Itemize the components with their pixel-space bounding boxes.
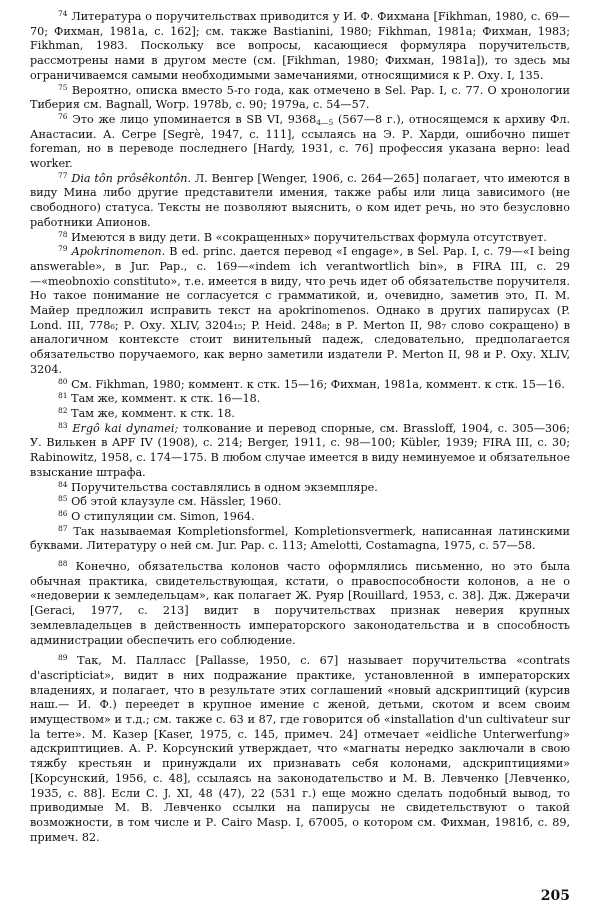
footnote-number: 78 (58, 229, 68, 239)
footnote-number: 87 (58, 523, 68, 533)
footnote-text: Так называемая Kompletionsformel, Kompletionsvermerk, написанная латинскими буквами. Литературу о ней см. Jur. Pap. с. 113; Amelotti, Costamagna, 1975, с. 57—58. (30, 524, 571, 553)
footnote-text: Имеются в виду дети. В «сокращенных» поручительствах формула отсутствует. (71, 230, 547, 244)
footnote-81 (30, 392, 570, 407)
footnote-79 (30, 245, 570, 377)
footnote-82 (30, 407, 570, 422)
footnote-text: Вероятно, описка вместо 5-го года, как отмечено в Sel. Pap. I, с. 77. О хронологии Тиберия см. Bagnall, Worp. 1978b, с. 90; 1979а, с. 54—57. (30, 83, 570, 112)
footnote-number: 83 (58, 420, 68, 430)
footnote-subscript: 4—5 (316, 117, 334, 127)
footnote-87 (30, 525, 570, 554)
footnote-number: 89 (58, 653, 68, 663)
footnote-74 (30, 10, 570, 84)
footnote-text: Об этой клаузуле см. Hässler, 1960. (71, 495, 282, 509)
footnote-text: Литература о поручительствах приводится у И. Ф. Фихмана [Fikhman, 1980, с. 69—70; Фихман, 1981а, с. 162]; см. также Bastianini, 1980; Fikhman, 1981a; Фихман, 1983; Fikhman, 1983. Поскольку все вопросы, касающиеся формуляра поручительств, рассмотрены нами в другом месте (см. [Fikhman, 1980; Фихман, 1981а]), то здесь мы ограничиваемся самыми необходимыми замечаниями, относящимися к Р. Оху. I, 135. (30, 10, 570, 82)
footnote-number: 81 (58, 391, 68, 401)
footnote-84 (30, 481, 570, 496)
footnote-number: 86 (58, 508, 68, 518)
footnote-text-pre: Это же лицо упоминается в SB VI, 9368 (72, 112, 317, 126)
footnote-text: толкование и перевод спорные, см. Brassloff, 1904, с. 305—306; У. Вилькен в APF IV (1908), с. 214; Berger, 1911, с. 98—100; Kübler, 1939; FIRA III, с. 30; Rabinowitz, 1958, с. 174—175. В любом случае имеется в виду неминуемое и обязательное взыскание штрафа. (30, 421, 571, 479)
footnote-76 (30, 113, 570, 172)
footnote-term: Ergô kai dynamei; (72, 421, 179, 435)
footnote-83 (30, 422, 570, 481)
footnote-number: 80 (58, 376, 68, 386)
footnote-term: Apokrinomenon. (71, 245, 166, 259)
footnotes-block (30, 10, 570, 845)
footnote-text: Конечно, обязательства колонов часто оформлялись письменно, но это была обычная практика, свидетельствующая, кстати, о правоспособности колонов, а не о «недоверии к земледельцам», как полагает Ж. Руяр [Rouillard, 1953, с. 38]. Дж. Джерачи [Geraci, 1977, с. 213] видит в поручительствах признак неверия крупных землевладельцев в действенность императорского законодательства и в способность администрации обеспечить его соблюдение. (30, 560, 571, 647)
footnote-86 (30, 510, 570, 525)
footnote-text: Так, М. Палласс [Pallasse, 1950, с. 67] называет поручительства «contrats d'ascripticiat», видит в них подражание практике, установленной в императорских владениях, и полагает, что в результате этих соглашений «новый адскриптиций (курсив наш.— И. Ф.) переедет в крупное имение с женой, детьми, скотом и всем своим имуществом» и т.д.; см. также с. 63 и 87, где говорится об «installation d'un cultivateur sur la terre». М. Казер [Kaser, 1975, с. 145, примеч. 24] отмечает «eidliche Unterwerfung» адскриптициев. А. Р. Корсунский утверждает, что «магнаты нередко заключали в свою тяжбу крестьян и принуждали их признавать себя колонами, адскриптициями» [Корсунский, 1956, с. 48], ссылаясь на законодательство и М. В. Левченко [Левченко, 1935, с. 88]. Если С. J. XI, 48 (47), 22 (531 г.) еще можно сделать подобный вывод, то приводимые М. В. Левченко ссылки на папирусы не свидетельствуют о такой возможности, в том числе и Р. Cairo Masp. I, 67005, о котором см. Фихман, 1981б, с. 89, примеч. 82. (30, 654, 571, 844)
footnote-text: О стипуляции см. Simon, 1964. (71, 509, 255, 523)
footnote-number: 77 (58, 170, 68, 180)
footnote-number: 88 (58, 559, 68, 569)
footnote-number: 82 (58, 405, 68, 415)
footnote-88 (30, 560, 570, 648)
footnote-78 (30, 231, 570, 246)
footnote-number: 76 (58, 111, 68, 121)
footnote-text: Поручительства составлялись в одном экземпляре. (71, 480, 378, 494)
footnote-number: 75 (58, 82, 68, 92)
page-number: 205 (540, 888, 570, 904)
footnote-number: 79 (58, 244, 68, 254)
footnote-text: Л. Венгер [Wenger, 1906, с. 264—265] полагает, что имеются в виду Мина либо другие представители имения, также рабы или лица зависимого (не свободного) статуса. Тексты не позволяют выяснить, о ком идет речь, но это безусловно работники Апионов. (30, 171, 570, 229)
footnote-85 (30, 495, 570, 510)
footnote-75 (30, 84, 570, 113)
footnote-89 (30, 654, 570, 845)
footnote-number: 74 (58, 9, 68, 18)
footnote-term: Dia tôn prôsêkontôn. (71, 171, 192, 185)
footnote-text: Там же, коммент. к стк. 18. (71, 406, 235, 420)
footnote-80 (30, 378, 570, 393)
footnote-number: 85 (58, 494, 68, 504)
footnote-number: 84 (58, 479, 68, 489)
footnote-text: (567—8 г.), относящемся к архиву Фл. Анастасии. А. Сегре [Segrè, 1947, с. 111], ссылаясь на Э. Р. Харди, ошибочно пишет foreman, но в переводе последнего [Hardy, 1931, с. 76] профессия указана верно: lead worker. (30, 112, 571, 171)
footnote-text: В ed. princ. дается перевод «I engage», в Sel. Pap. I, с. 79—«I being answerable», в Jur. Pap., с. 169—«indem ich verantwortlich bin», в FIRA III, с. 29—«meobnoxio constituto», т.е. имеется в виду, что речь идет об обязательстве поручителя. Но такое понимание не согласуется с грамматикой, и, очевидно, заметив это, П. М. Майер предложил исправить текст на apokrinomenos. Однако в других папирусах (P. Lond. III, 778₆; Р. Оху. XLIV, 3204₁₅; P. Heid. 248₈; в Р. Merton II, 98₇ слово сокращено) в аналогичном контексте стоит винительный падеж, следовательно, предполагается обязательство поручаемого, как верно заметили издатели Р. Merton II, 98 и Р. Оху. XLIV, 3204. (30, 245, 570, 376)
footnote-text: См. Fikhman, 1980; коммент. к стк. 15—16; Фихман, 1981а, коммент. к стк. 15—16. (71, 377, 565, 391)
footnote-77 (30, 172, 570, 231)
footnote-text: Там же, коммент. к стк. 16—18. (71, 392, 261, 406)
